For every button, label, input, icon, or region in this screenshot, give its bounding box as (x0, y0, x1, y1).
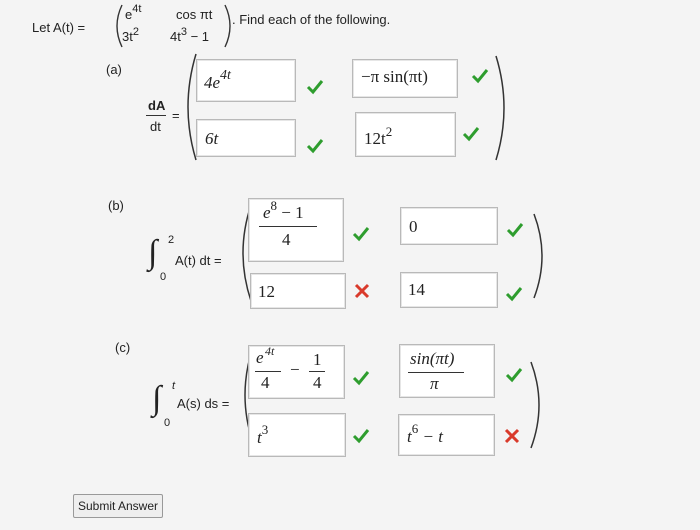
answer-c11-input[interactable]: e 4t 4 − 1 4 (248, 345, 345, 399)
derivative-fraction-bar (146, 115, 166, 116)
check-icon (306, 79, 324, 95)
part-c-label: (c) (115, 340, 131, 355)
part-b-label: (b) (108, 198, 124, 213)
part-a-right-paren (492, 54, 514, 162)
integral-lower-bound: 0 (160, 271, 167, 283)
matrix-a21: $3t^2$ (122, 26, 139, 44)
cross-icon (503, 428, 521, 444)
check-icon (352, 226, 370, 242)
check-icon (471, 68, 489, 84)
part-b-right-paren (530, 212, 552, 300)
integral-upper-bound: t (172, 380, 176, 392)
answer-c21-input[interactable]: $t^3$ (248, 413, 346, 457)
check-icon (462, 126, 480, 142)
answer-b22-input[interactable]: 14 (400, 272, 498, 308)
integral-sign: ∫ (152, 380, 162, 417)
part-c-right-paren (527, 360, 549, 450)
integrand-label: A(s) ds = (177, 396, 230, 411)
answer-b12-input[interactable]: 0 (400, 207, 498, 245)
check-icon (505, 286, 523, 302)
submit-answer-button[interactable]: Submit Answer (73, 494, 163, 518)
answer-a12-input[interactable]: −π sin(πt) (352, 59, 458, 98)
part-a-label: (a) (106, 62, 122, 77)
answer-c22-input[interactable]: $t^6 - t$ (398, 414, 495, 456)
equals-sign: = (172, 108, 180, 123)
let-label: Let A(t) = (32, 20, 86, 35)
integral-sign: ∫ (148, 234, 158, 271)
answer-a11-input[interactable]: $4e^{4t}$ (196, 59, 296, 102)
matrix-a12: cos πt (176, 7, 213, 22)
integral-upper-bound: 2 (168, 234, 175, 246)
derivative-denominator: dt (150, 119, 161, 134)
matrix-a11: $e^{4t}$ (125, 3, 142, 22)
check-icon (352, 428, 370, 444)
instruction-text: . Find each of the following. (232, 12, 391, 27)
integral-lower-bound: 0 (164, 417, 171, 429)
integrand-label: A(t) dt = (175, 253, 222, 268)
answer-c12-input[interactable]: sin(πt) π (399, 344, 495, 398)
matrix-a22: $4t^3 - 1$ (170, 26, 210, 44)
check-icon (505, 367, 523, 383)
check-icon (306, 138, 324, 154)
check-icon (352, 370, 370, 386)
answer-a22-input[interactable]: $12t^2$ (355, 112, 456, 157)
cross-icon (353, 283, 371, 299)
derivative-numerator: dA (148, 98, 166, 113)
answer-a21-input[interactable]: 6t (196, 119, 296, 157)
answer-b21-input[interactable]: 12 (250, 273, 346, 309)
answer-b11-input[interactable]: $e^8 - 1$ 4 (248, 198, 344, 262)
check-icon (506, 222, 524, 238)
